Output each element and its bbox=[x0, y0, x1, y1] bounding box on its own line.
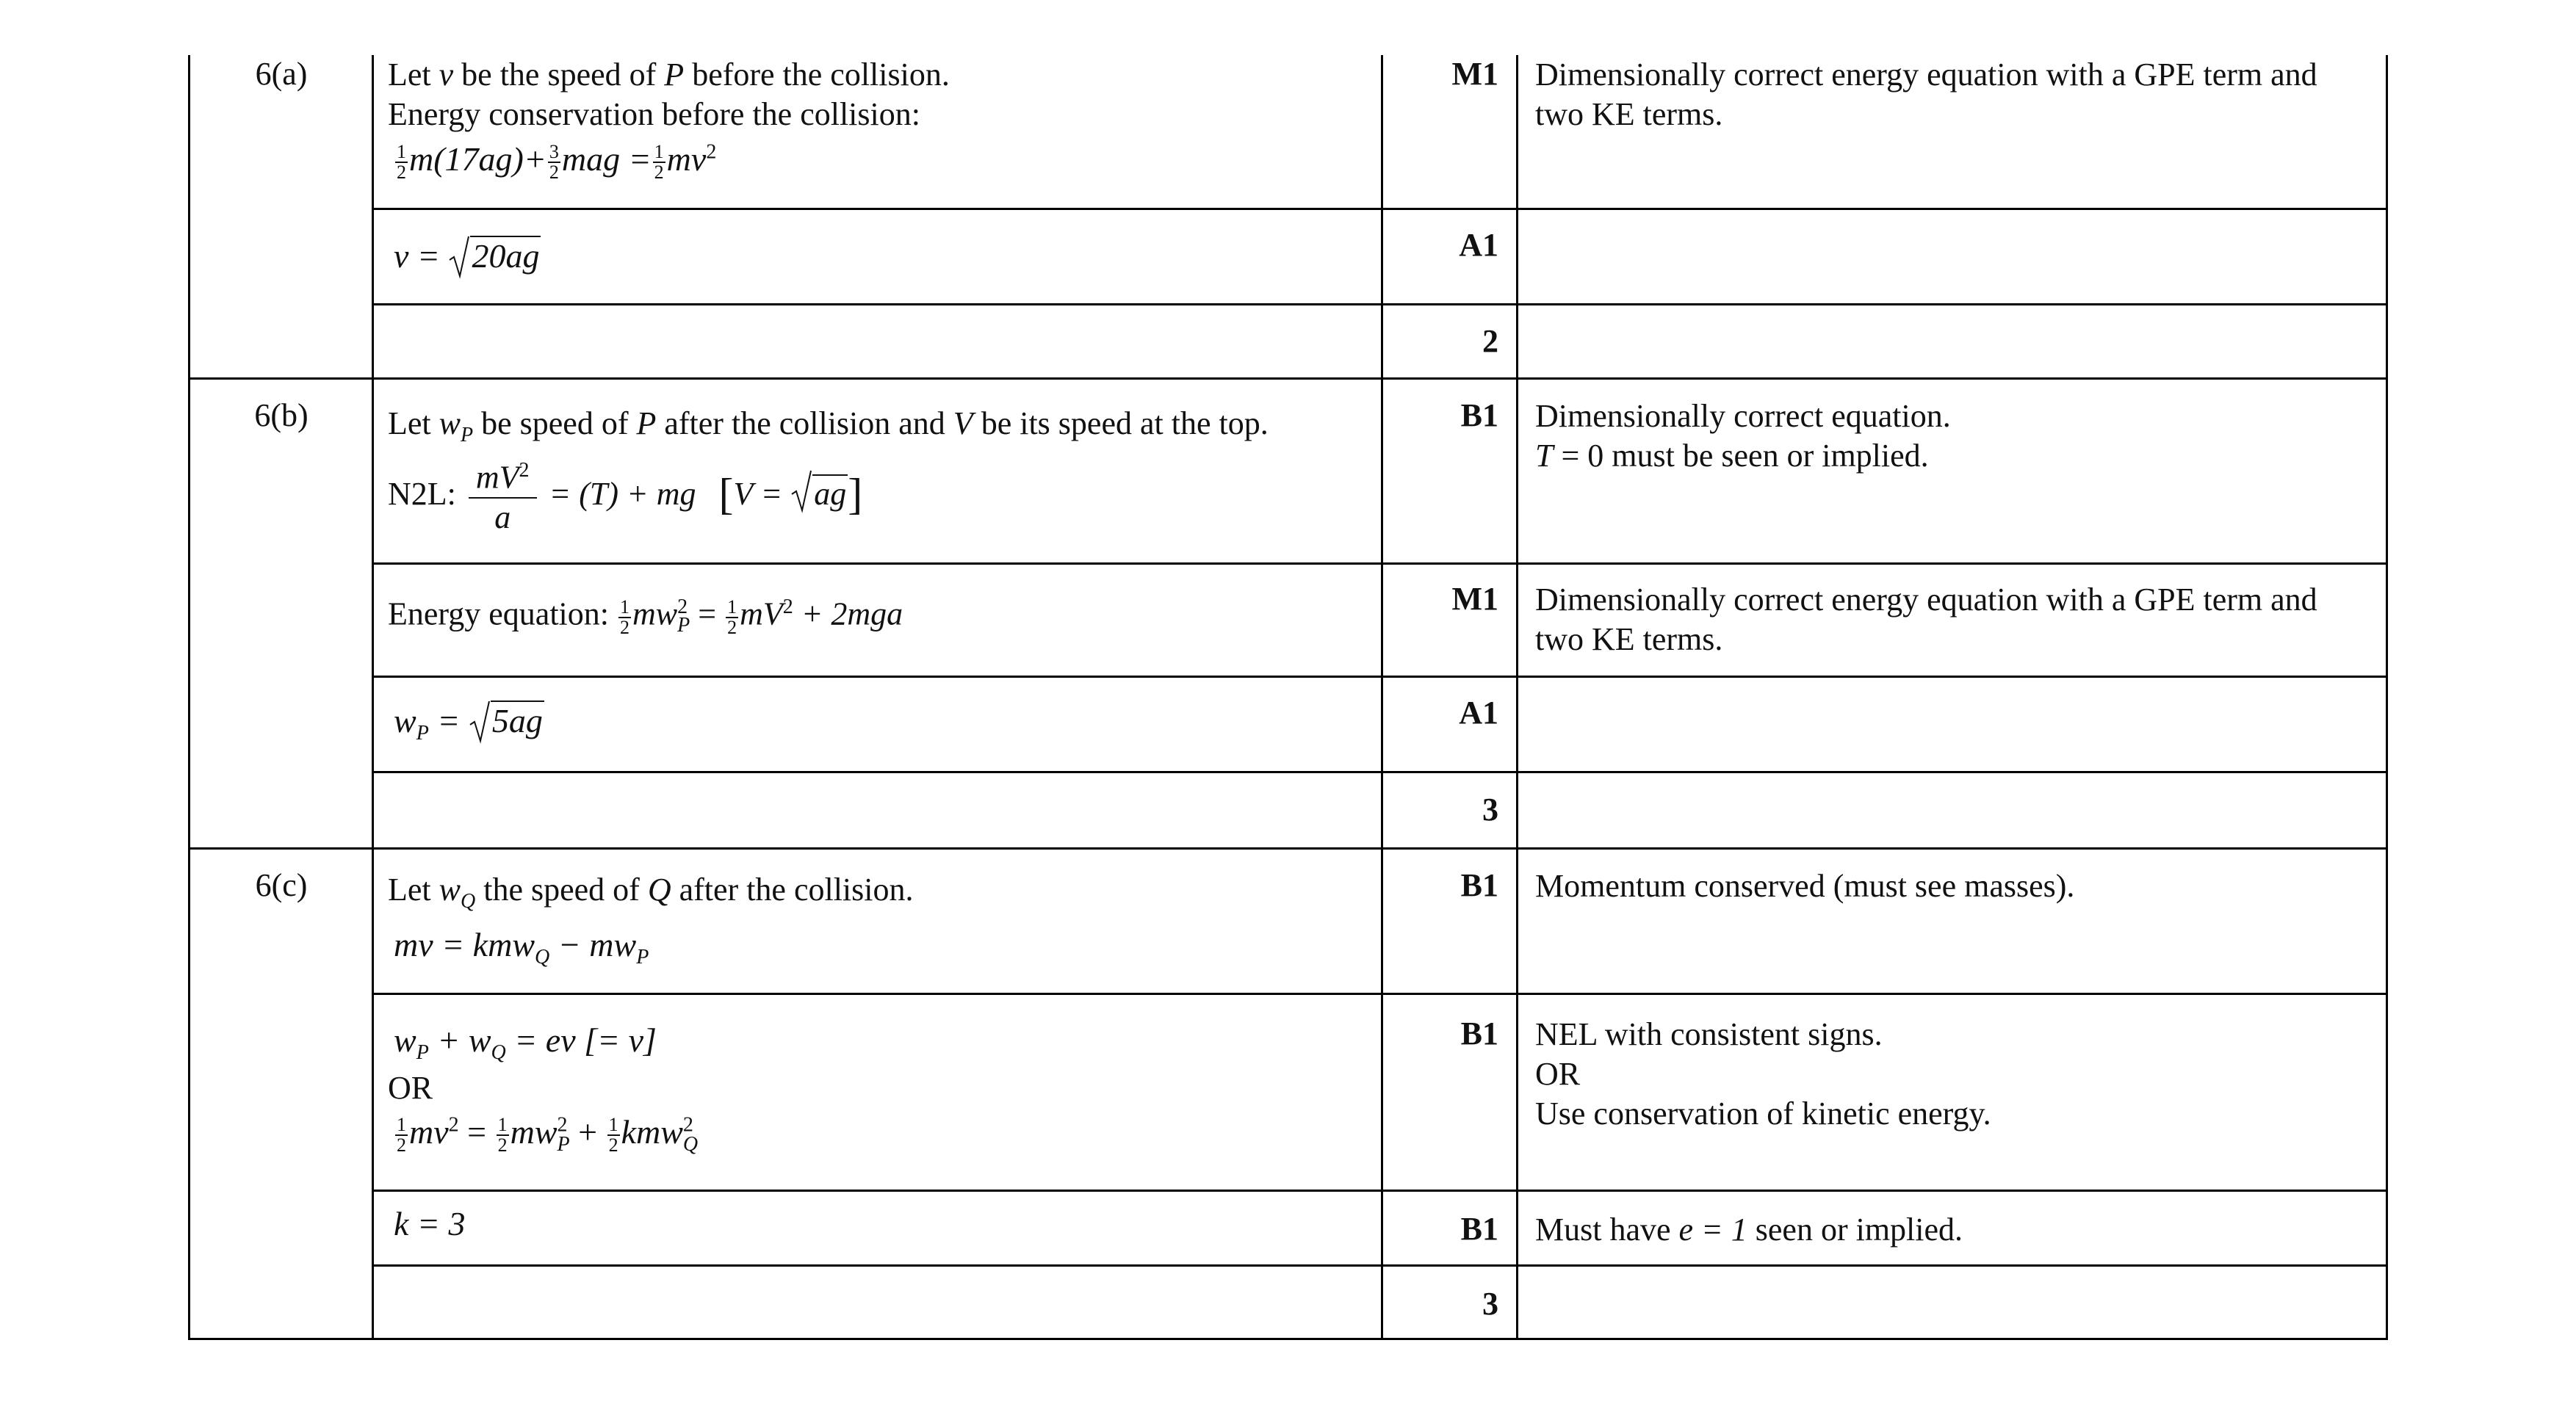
row-divider bbox=[372, 993, 2388, 995]
guidance-text: T = 0 must be seen or implied. bbox=[1535, 438, 1929, 474]
row-divider-full bbox=[188, 847, 2388, 850]
mark-code: M1 bbox=[1451, 581, 1498, 617]
row-divider bbox=[372, 208, 2388, 210]
guidance-text: two KE terms. bbox=[1535, 621, 1723, 657]
question-number: 6(c) bbox=[255, 867, 308, 903]
question-number: 6(a) bbox=[255, 56, 308, 92]
k-result: k = 3 bbox=[394, 1205, 466, 1242]
question-number: 6(b) bbox=[254, 397, 309, 433]
momentum-equation: mv = $kmw_Q - mw_P$ bbox=[394, 926, 649, 969]
table-border-right bbox=[2386, 55, 2388, 1340]
answer-text: Let v be the speed of P before the collision. bbox=[388, 57, 950, 93]
speed-result: v = 20ag bbox=[394, 237, 540, 275]
mark-code: B1 bbox=[1460, 867, 1498, 903]
row-divider bbox=[372, 771, 2388, 773]
table-border-left bbox=[188, 55, 190, 1340]
row-divider bbox=[372, 1190, 2388, 1192]
ke-equation: $\frac{1}{2}$ $mv^2$ = $\frac{1}{2}$ $mw^2_P$ + $\frac{1}{2}$ kmw$^2_Q$ bbox=[397, 1113, 699, 1156]
row-divider bbox=[372, 562, 2388, 565]
answer-text: Let $w_Q$ the speed of Q after the collision. bbox=[388, 872, 914, 913]
guidance-text: Use conservation of kinetic energy. bbox=[1535, 1096, 1991, 1132]
mark-code: A1 bbox=[1459, 227, 1498, 263]
guidance-text: NEL with consistent signs. bbox=[1535, 1016, 1883, 1052]
answer-text: Let $w_P$ be speed of P after the collision and V be its speed at the top. bbox=[388, 405, 1269, 446]
mark-total: 2 bbox=[1482, 323, 1498, 359]
mark-total: 3 bbox=[1482, 792, 1498, 828]
or-label: OR bbox=[388, 1070, 433, 1106]
guidance-text: Dimensionally correct energy equation with a GPE term and bbox=[1535, 57, 2317, 93]
table-border-bottom bbox=[188, 1338, 2388, 1340]
mark-total: 3 bbox=[1482, 1286, 1498, 1322]
nel-equation: $w_P + w_Q$ = ev [= v] bbox=[394, 1021, 657, 1065]
row-divider bbox=[372, 676, 2388, 678]
guidance-text: two KE terms. bbox=[1535, 96, 1723, 132]
energy-equation: $\frac{1}{2}$ m(17ag)+ $\frac{3}{2}$ mag = $\frac{1}{2}$ $mv^2$ bbox=[397, 140, 717, 184]
answer-text: Energy conservation before the collision: bbox=[388, 96, 920, 132]
mark-code: A1 bbox=[1459, 695, 1498, 731]
guidance-text: Must have e = 1 seen or implied. bbox=[1535, 1212, 1963, 1248]
mark-code: M1 bbox=[1451, 56, 1498, 92]
speed-result: $w_P$ = 5ag bbox=[394, 702, 543, 745]
row-divider-full bbox=[188, 377, 2388, 380]
guidance-text: Dimensionally correct equation. bbox=[1535, 398, 1951, 434]
n2l-equation: N2L: $\frac{mV^2}{a}$ = (T) + mg [V = ag] bbox=[388, 452, 862, 537]
energy-equation: Energy equation: $\frac{1}{2}$ $mw^2_P$ = $\frac{1}{2}$ $mV^2 + 2mga$ bbox=[388, 595, 903, 638]
mark-code: B1 bbox=[1460, 397, 1498, 433]
table-divider-marks bbox=[1516, 55, 1518, 1340]
row-divider bbox=[372, 1264, 2388, 1267]
guidance-text: Dimensionally correct energy equation with a GPE term and bbox=[1535, 582, 2317, 618]
mark-code: B1 bbox=[1460, 1016, 1498, 1051]
table-divider-question bbox=[372, 55, 374, 1340]
guidance-text: Momentum conserved (must see masses). bbox=[1535, 868, 2075, 904]
guidance-text: OR bbox=[1535, 1056, 1581, 1092]
row-divider bbox=[372, 303, 2388, 305]
mark-code: B1 bbox=[1460, 1211, 1498, 1247]
table-divider-answer bbox=[1381, 55, 1383, 1340]
